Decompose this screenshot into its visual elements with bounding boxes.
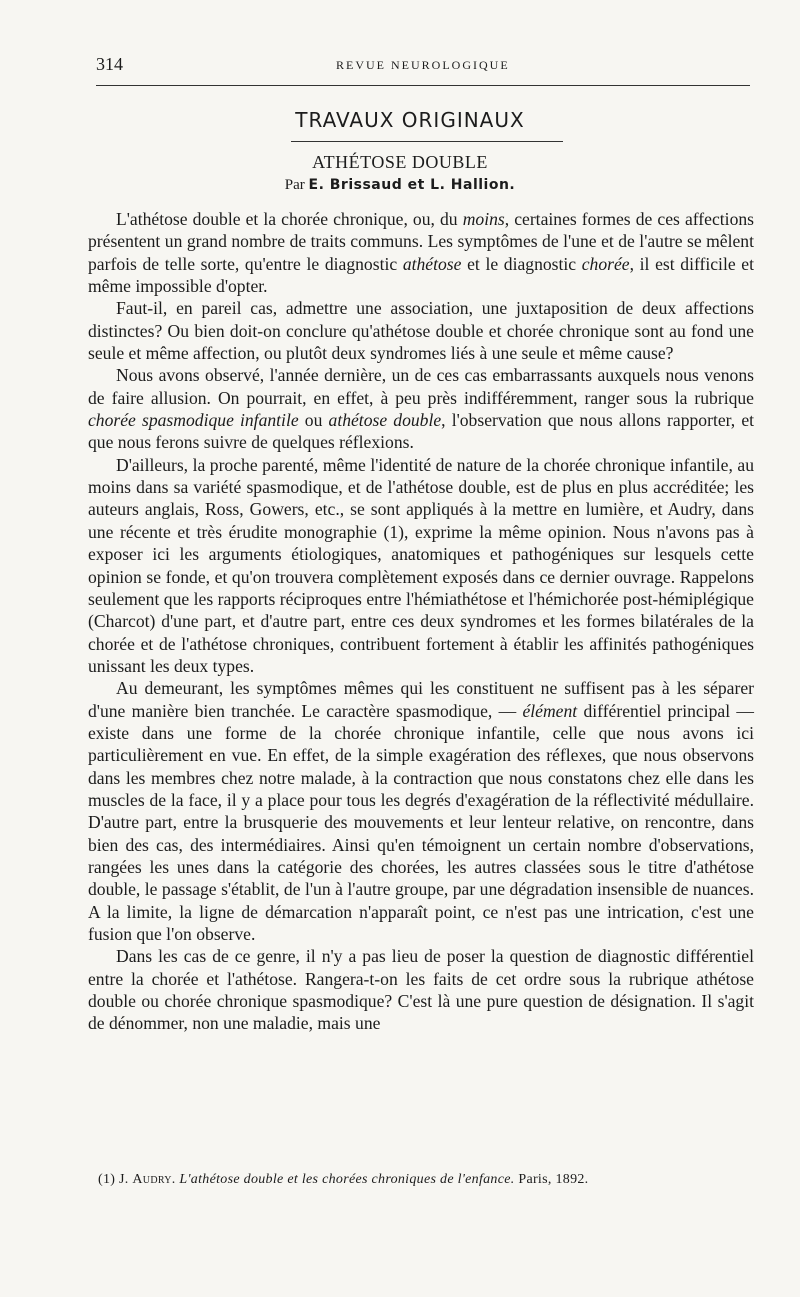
section-title-underline: [291, 141, 563, 142]
text-run: , certaines formes de ces affections présentent un grand nombre de traits communs. Les symptômes de l'une et de l'autre se mêlent parfois de telle sorte, qu'entre le diagnostic: [88, 209, 755, 274]
article-paragraph: [88, 945, 754, 1034]
article-title: ATHÉTOSE DOUBLE: [312, 152, 488, 172]
article-paragraph: [88, 208, 754, 297]
byline-authors: E. Brissaud et L. Hallion.: [308, 177, 516, 193]
article-paragraph: [88, 677, 754, 945]
journal-title: REVUE NEUROLOGIQUE: [336, 58, 510, 72]
section-title-text: TRAVAUX ORIGINAUX: [295, 108, 525, 132]
text-run: Faut-il, en pareil cas, admettre une association, une juxtaposition de deux affections distinctes? Ou bien doit-on conclure qu'athétose double et chorée chronique sont au fond une seule et même affection, ou plutôt deux syndromes liés à une seule et même cause?: [88, 298, 754, 364]
page-number: 314: [96, 54, 123, 74]
header-rule: [96, 85, 750, 86]
text-run: et le diagnostic: [461, 253, 582, 274]
article-paragraph: [88, 454, 754, 677]
footnote-author: Audry.: [132, 1172, 176, 1187]
article-paragraph: [88, 364, 754, 453]
italic-run: athétose double: [328, 410, 442, 431]
byline: [0, 177, 800, 194]
text-run: Dans les cas de ce genre, il n'y a pas lieu de poser la question de diagnostic différentiel entre la chorée et l'athétose. Rangera-t-on les faits de cet ordre sous la rubrique athétose double ou chorée chronique spasmodique? C'est là une pure question de désignation. Il s'agit de dénommer, non une maladie, mais une: [88, 946, 754, 1034]
byline-prefix: Par: [284, 177, 305, 193]
text-run: L'athétose double et la chorée chronique, ou, du: [116, 209, 463, 229]
text-run: Au demeurant, les symptômes mêmes qui les constituent ne suffisent pas à les séparer d'une manière bien tranchée. Le caractère spasmodique, —: [88, 678, 754, 721]
text-run: , l'observation que nous allons rapporter, et que nous ferons suivre de quelques réflexions.: [88, 410, 755, 453]
text-run: ou: [298, 410, 329, 431]
article-paragraph: [88, 297, 754, 364]
footnote-title: L'athétose double et les chorées chroniques de l'enfance.: [179, 1172, 515, 1187]
italic-run: élément: [522, 700, 578, 721]
italic-run: athétose: [402, 253, 462, 274]
footnote-place-date: Paris, 1892.: [518, 1172, 589, 1187]
text-run: Nous avons observé, l'année dernière, un de ces cas embarrassants auxquels nous venons de faire allusion. On pourrait, en effet, à peu près indifféremment, ranger sous la rubrique: [88, 365, 754, 408]
footnote: [98, 1172, 754, 1188]
running-head: [96, 54, 750, 78]
footnote-marker: (1) J.: [98, 1172, 129, 1187]
section-title: [0, 108, 800, 132]
italic-run: chorée: [581, 253, 630, 274]
text-run: D'ailleurs, la proche parenté, même l'identité de nature de la chorée chronique infantile, au moins dans sa variété spasmodique, et de l'athétose double, est de plus en plus accréditée; les auteurs anglais, Ross, Gowers, etc., se sont appliqués à la mettre en lumière, et Audry, dans une récente et très érudite monographie (1), exprime la même opinion. Nous n'avons pas à exposer ici les arguments étiologiques, anatomiques et pathogéniques sur lesquels cette opinion se fonde, et qu'on trouvera complètement exposés dans ce dernier ouvrage. Rappelons seulement que les rapports réciproques entre l'hémiathétose et l'hémichorée post-hémiplégique (Charcot) d'une part, et d'autre part, entre ces deux syndromes et les formes bilatérales de la chorée et de l'athétose chroniques, contribuent fortement à établir les affinités pathogéniques unissant les deux types.: [88, 454, 754, 676]
italic-run: moins: [462, 209, 505, 229]
text-run: , il est difficile et même impossible d'opter.: [88, 253, 754, 297]
article-body: [88, 208, 754, 1035]
text-run: différentiel principal — existe dans une forme de la chorée chronique infantile, celle que nous avons ici particulièrement en vue. En effet, de la simple exagération des réflexes, que nous observons dans les membres chez notre malade, à la contraction que nous constatons chez elle dans les muscles de la face, il y a place pour tous les degrés d'exagération de la réflectivité médullaire. D'autre part, entre la brusquerie des mouvements et leur lenteur relative, on rencontre, dans bien des cas, des intermédiaires. Ainsi qu'en témoignent un certain nombre d'observations, rangées les unes dans la catégorie des chorées, les autres classées sous le titre d'athétose double, le passage s'établit, de l'un à l'autre groupe, par une dégradation insensible de nuances. A la limite, la ligne de démarcation n'apparaît point, ce n'est pas une intrication, c'est une fusion que l'on observe.: [88, 700, 755, 944]
italic-run: chorée spasmodique infantile: [88, 410, 299, 431]
